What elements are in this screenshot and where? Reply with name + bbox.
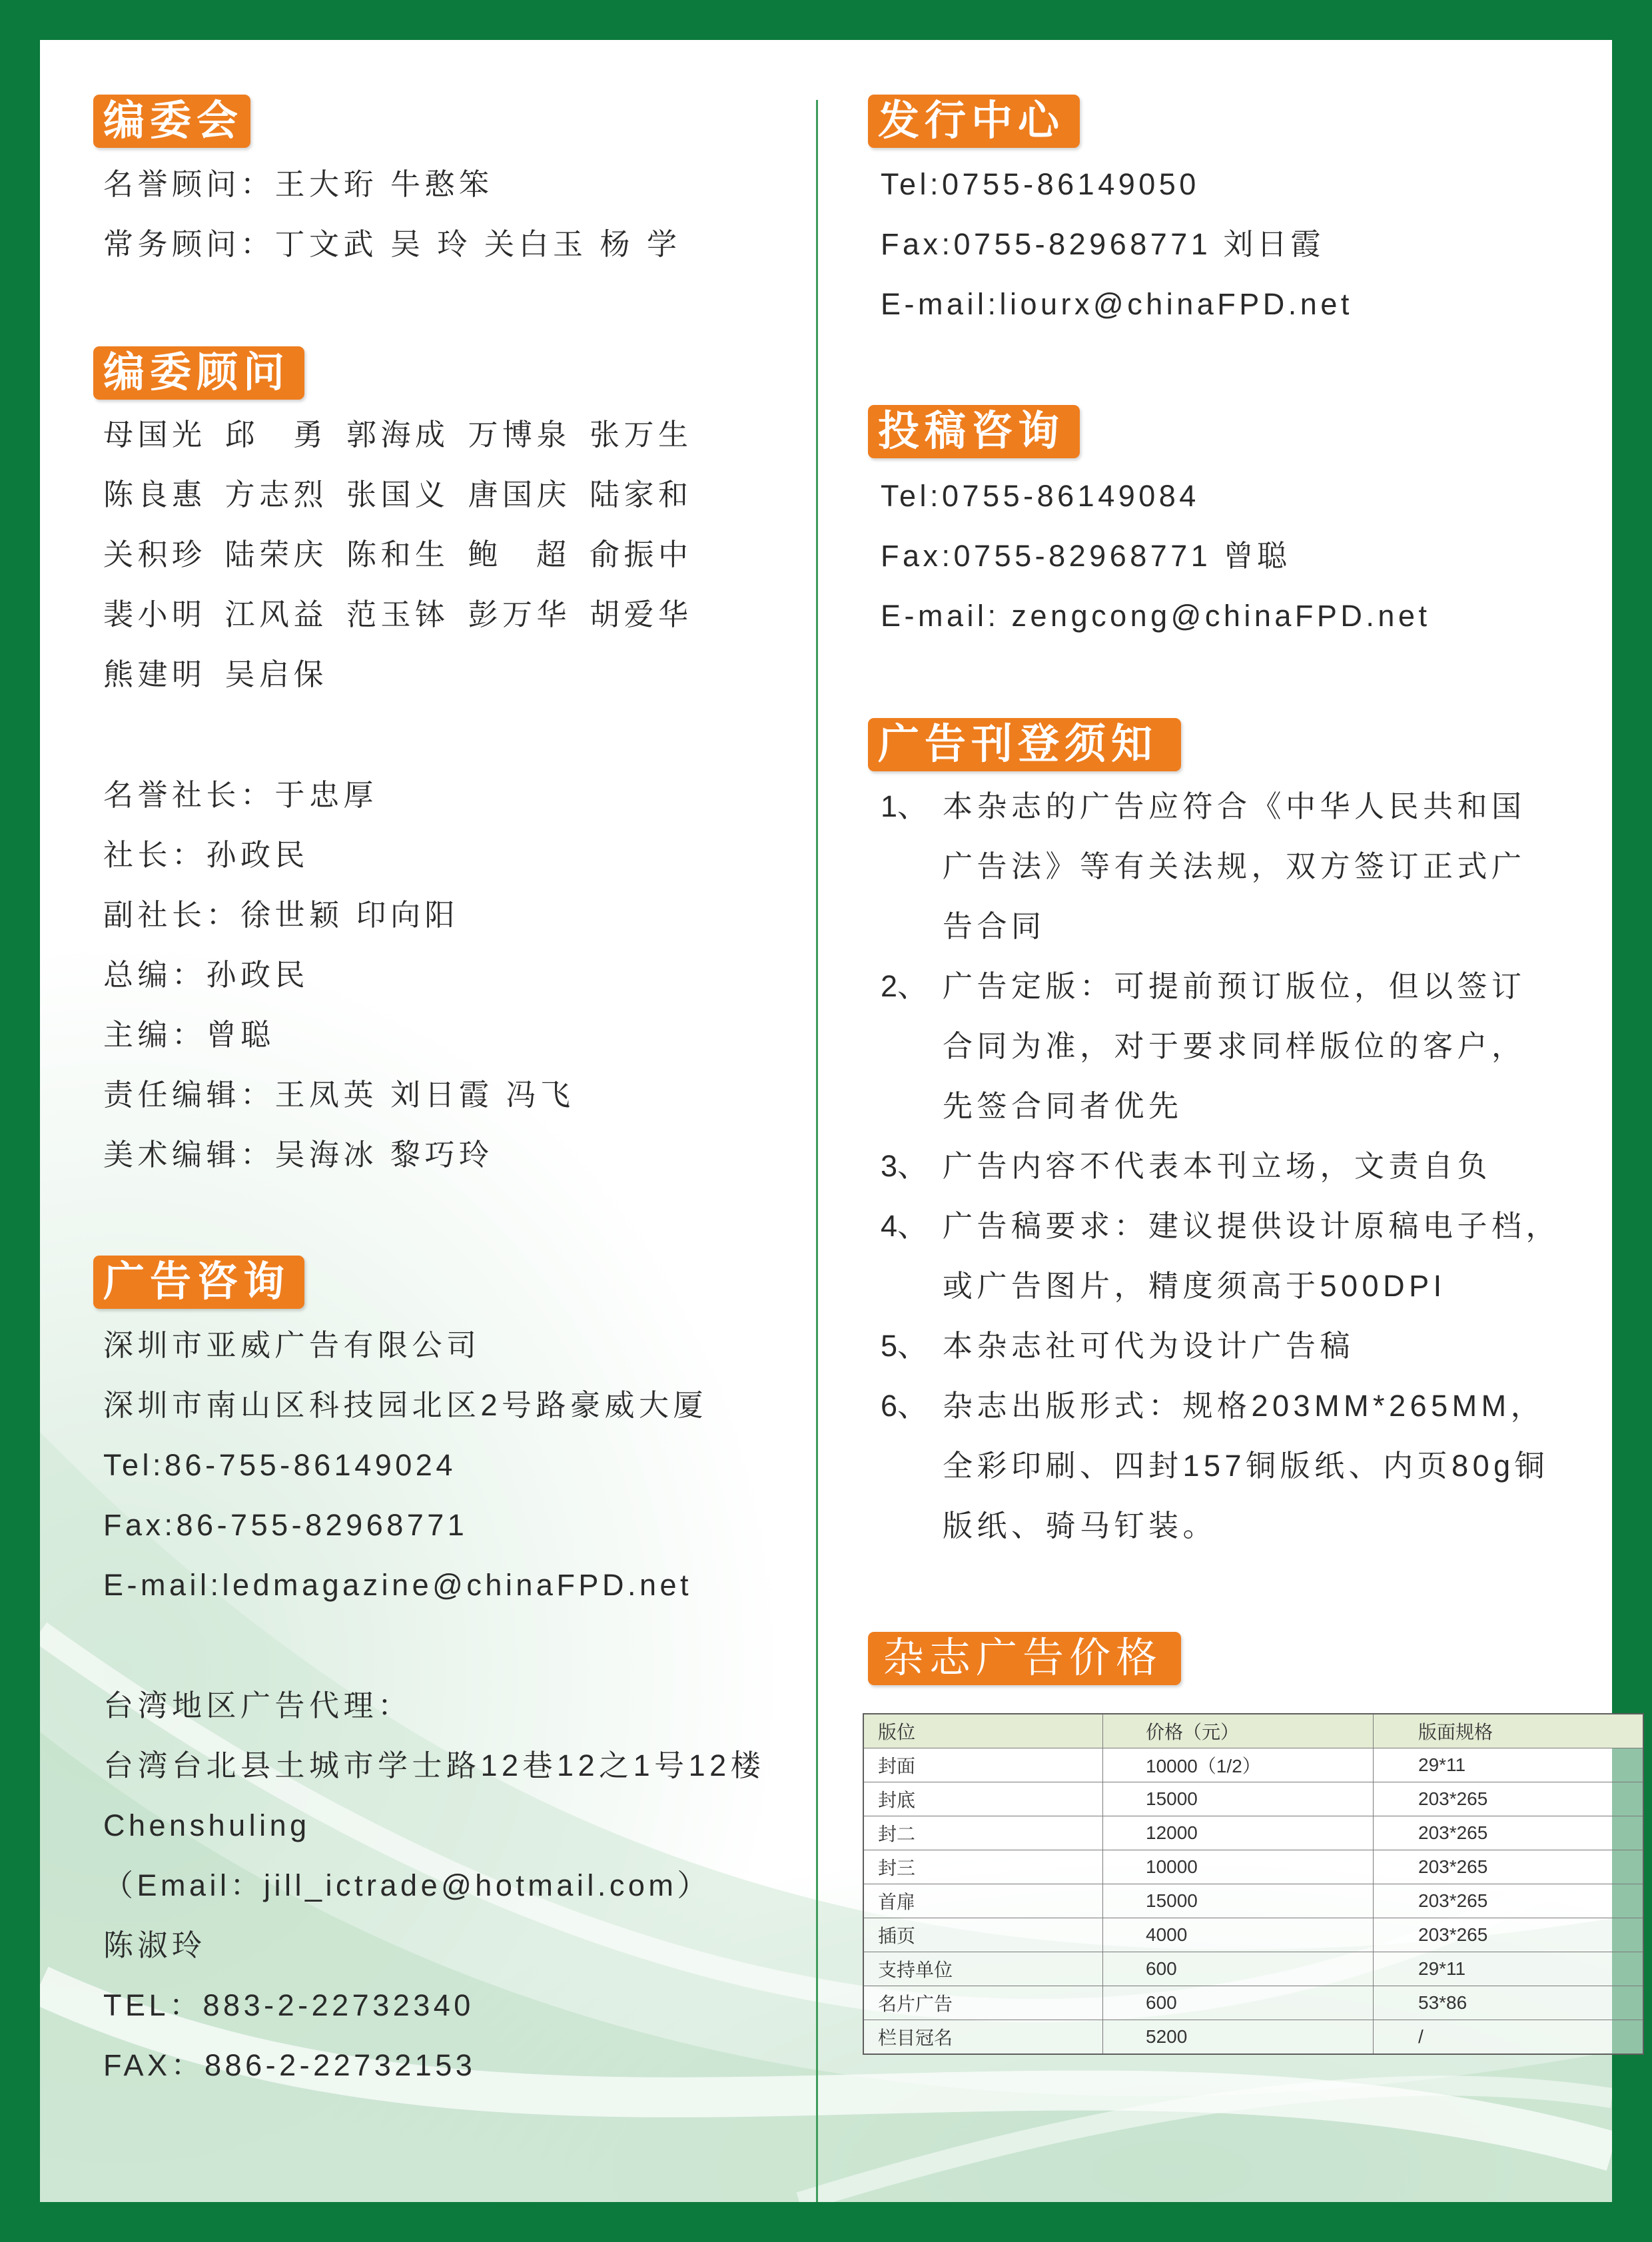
price-cell-size: 203*265: [1374, 1782, 1644, 1816]
price-row: [863, 1782, 1643, 1816]
price-cell-price: 600: [1103, 1952, 1374, 1986]
staff-line: 总编：孙政民: [103, 958, 310, 992]
price-cell-price: 10000: [1103, 1850, 1374, 1884]
advisor-row: [103, 585, 711, 645]
price-cell-position: 首扉: [863, 1884, 1103, 1918]
ad-company-tel: Tel:86-755-86149024: [103, 1448, 456, 1482]
notice-line: 广告稿要求：建议提供设计原稿电子档，: [943, 1209, 1561, 1243]
distribution-fax: Fax:0755-82968771 刘日霞: [881, 227, 1324, 261]
notice-line: 版纸、骑马钉装。: [943, 1509, 1218, 1543]
notice-line: 本杂志的广告应符合《中华人民共和国: [943, 789, 1526, 823]
notice-text: [943, 1136, 1491, 1196]
advisor-name: 俞振中: [590, 538, 693, 571]
section-title-distribution: 发行中心: [868, 95, 1080, 148]
advisor-name: 陈良惠: [103, 478, 206, 512]
staff-line: 美术编辑：吴海冰 黎巧玲: [103, 1138, 494, 1172]
notice-item-2: [881, 956, 1560, 1136]
staff-line: 责任编辑：王凤英 刘日霞 冯飞: [103, 1078, 575, 1112]
taiwan-agent-list: [103, 1676, 765, 2095]
staff-line: 名誉社长：于忠厚: [103, 778, 378, 812]
honorary-advisor-line: 名誉顾问：王大珩 牛憨笨: [103, 167, 494, 201]
price-row: [863, 1952, 1643, 1986]
ad-consult-list: [103, 1315, 707, 1615]
column-divider: [816, 100, 818, 2202]
taiwan-agent-name: 陈淑玲: [103, 1928, 206, 1962]
submission-list: [881, 466, 1431, 646]
notice-text: [943, 777, 1526, 956]
price-cell-position: 封底: [863, 1782, 1103, 1816]
advisor-name: 母国光: [103, 418, 206, 452]
notice-line: 广告定版：可提前预订版位，但以签订: [943, 969, 1526, 1003]
advisor-name: 关积珍: [103, 538, 206, 571]
advisor-name: 江风益: [224, 597, 328, 631]
advisor-name: 郭海成: [346, 418, 450, 452]
notice-number: 1、: [881, 789, 928, 823]
price-cell-position: 插页: [863, 1918, 1103, 1952]
price-table-header: [863, 1714, 1643, 1748]
header-size: 版面规格: [1374, 1714, 1644, 1748]
distribution-email: E-mail:liourx@chinaFPD.net: [881, 287, 1353, 321]
price-cell-size: 203*265: [1374, 1884, 1644, 1918]
price-cell-position: 支持单位: [863, 1952, 1103, 1986]
advisor-name: 裴小明: [103, 597, 206, 631]
price-table: [863, 1713, 1644, 2055]
price-row: [863, 1884, 1643, 1918]
notice-item-1: [881, 777, 1560, 956]
taiwan-agent-heading: 台湾地区广告代理：: [103, 1688, 412, 1722]
notice-number: 5、: [881, 1329, 928, 1363]
advisor-row: [103, 645, 711, 705]
taiwan-agent-name-latin: Chenshuling: [103, 1808, 310, 1842]
ad-notice-list: [881, 777, 1560, 1556]
notice-line: 广告法》等有关法规，双方签订正式广: [943, 849, 1526, 883]
notice-text: [943, 1376, 1549, 1556]
advisor-name: 胡爱华: [590, 597, 693, 631]
notice-line: 杂志出版形式：规格203MM*265MM，: [943, 1389, 1545, 1423]
price-cell-position: 栏目冠名: [863, 2020, 1103, 2055]
price-cell-price: 4000: [1103, 1918, 1374, 1952]
notice-number: 6、: [881, 1389, 928, 1423]
advisor-row: [103, 525, 711, 585]
submission-email: E-mail: zengcong@chinaFPD.net: [881, 599, 1431, 633]
advisor-name: 唐国庆: [468, 478, 572, 512]
price-cell-price: 10000（1/2）: [1103, 1748, 1374, 1782]
section-title-submission: 投稿咨询: [868, 405, 1080, 458]
advisor-name: 陆荣庆: [224, 538, 328, 571]
taiwan-agent-address: 台湾台北县土城市学士路12巷12之1号12楼: [103, 1748, 765, 1782]
notice-number: 3、: [881, 1149, 928, 1183]
notice-item-6: [881, 1376, 1560, 1556]
price-cell-position: 封二: [863, 1816, 1103, 1850]
advisors-list: [103, 405, 711, 705]
header-position: 版位: [863, 1714, 1103, 1748]
notice-line: 或广告图片，精度须高于500DPI: [943, 1269, 1446, 1303]
notice-line: 全彩印刷、四封157铜版纸、内页80g铜: [943, 1449, 1549, 1483]
price-cell-position: 封面: [863, 1748, 1103, 1782]
notice-text: [943, 1196, 1560, 1316]
section-title-ad-consult: 广告咨询: [93, 1256, 304, 1309]
advisor-row: [103, 465, 711, 525]
price-cell-price: 600: [1103, 1986, 1374, 2020]
ad-company-address: 深圳市南山区科技园北区2号路豪威大厦: [103, 1388, 708, 1422]
notice-line: 合同为准，对于要求同样版位的客户，: [943, 1029, 1526, 1063]
section-title-ad-notice: 广告刊登须知: [868, 718, 1181, 771]
staff-line: 主编：曾聪: [103, 1018, 275, 1052]
ad-company-fax: Fax:86-755-82968771: [103, 1508, 468, 1542]
advisor-name: 熊建明: [103, 657, 206, 691]
price-row: [863, 1918, 1643, 1952]
submission-tel: Tel:0755-86149084: [881, 479, 1200, 513]
price-row: [863, 1816, 1643, 1850]
notice-line: 告合同: [943, 909, 1046, 943]
distribution-list: [881, 155, 1353, 334]
price-cell-size: 203*265: [1374, 1850, 1644, 1884]
price-row: [863, 1850, 1643, 1884]
staff-line: 社长：孙政民: [103, 838, 310, 872]
taiwan-agent-fax: FAX：886-2-22732153: [103, 2048, 476, 2082]
price-cell-price: 12000: [1103, 1816, 1374, 1850]
section-title-editorial-board: 编委会: [93, 95, 250, 148]
notice-item-3: [881, 1136, 1560, 1196]
ad-company-email: E-mail:ledmagazine@chinaFPD.net: [103, 1568, 692, 1602]
staff-line: 副社长：徐世颖 印向阳: [103, 898, 460, 932]
advisor-name: 万博泉: [468, 418, 572, 452]
advisor-name: 范玉钵: [346, 597, 450, 631]
price-row: [863, 1986, 1643, 2020]
distribution-tel: Tel:0755-86149050: [881, 167, 1200, 201]
staff-list: [103, 765, 575, 1185]
notice-number: 4、: [881, 1209, 928, 1243]
advisor-name: 方志烈: [224, 478, 328, 512]
advisor-name: 邱 勇: [224, 418, 328, 452]
notice-line: 本杂志社可代为设计广告稿: [943, 1329, 1355, 1363]
taiwan-agent-email: （Email：jill_ictrade@hotmail.com）: [103, 1868, 711, 1902]
advisor-row: [103, 405, 711, 465]
section-title-price: 杂志广告价格: [868, 1632, 1181, 1685]
notice-line: 广告内容不代表本刊立场，文责自负: [943, 1149, 1492, 1183]
price-cell-position: 封三: [863, 1850, 1103, 1884]
price-cell-size: 203*265: [1374, 1816, 1644, 1850]
advisor-name: 陈和生: [346, 538, 450, 571]
price-row: [863, 1748, 1643, 1782]
price-cell-price: 15000: [1103, 1782, 1374, 1816]
advisor-name: 张国义: [346, 478, 450, 512]
advisor-name: 张万生: [590, 418, 693, 452]
price-cell-size: 29*11: [1374, 1748, 1644, 1782]
header-price: 价格（元）: [1103, 1714, 1374, 1748]
price-cell-position: 名片广告: [863, 1986, 1103, 2020]
submission-fax: Fax:0755-82968771 曾聪: [881, 539, 1291, 573]
price-cell-size: 53*86: [1374, 1986, 1644, 2020]
notice-number: 2、: [881, 969, 928, 1003]
notice-item-4: [881, 1196, 1560, 1316]
price-cell-size: /: [1374, 2020, 1644, 2055]
price-cell-size: 203*265: [1374, 1918, 1644, 1952]
price-cell-price: 15000: [1103, 1884, 1374, 1918]
editorial-board-list: [103, 155, 681, 274]
advisor-name: 彭万华: [468, 597, 572, 631]
price-row: [863, 2020, 1643, 2055]
notice-text: [943, 956, 1526, 1136]
advisor-name: 鲍 超: [468, 538, 571, 571]
notice-line: 先签合同者优先: [943, 1089, 1183, 1123]
executive-advisor-line: 常务顾问：丁文武 吴 玲 关白玉 杨 学: [103, 227, 681, 261]
notice-item-5: [881, 1316, 1560, 1376]
advisor-name: 陆家和: [590, 478, 693, 512]
price-cell-price: 5200: [1103, 2020, 1374, 2055]
notice-text: [943, 1316, 1354, 1376]
section-title-advisors: 编委顾问: [93, 346, 304, 400]
price-cell-size: 29*11: [1374, 1952, 1644, 1986]
ad-company-name: 深圳市亚威广告有限公司: [103, 1328, 481, 1362]
taiwan-agent-tel: TEL：883-2-22732340: [103, 1988, 474, 2022]
advisor-name: 吴启保: [224, 657, 328, 691]
